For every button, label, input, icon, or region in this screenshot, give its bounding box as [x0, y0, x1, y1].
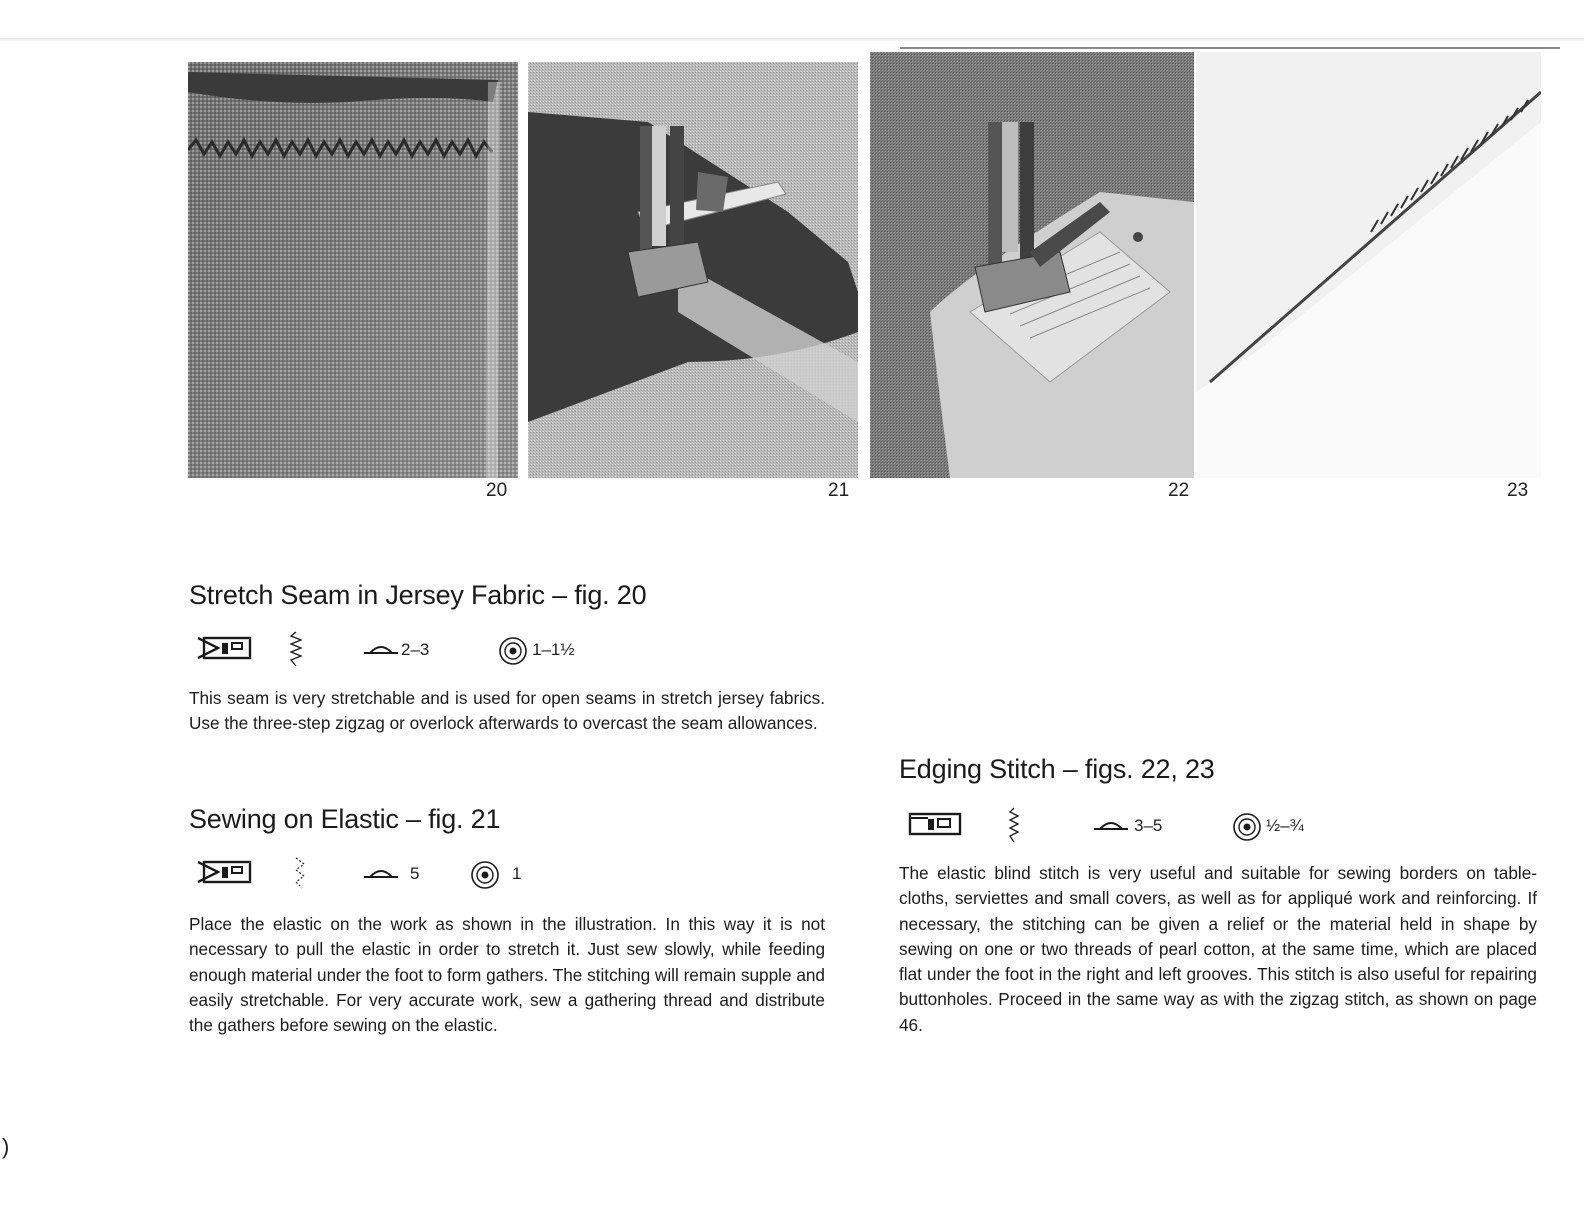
stitch-length-icon	[1092, 819, 1130, 831]
sewing-elastic-settings	[196, 854, 616, 894]
stitch-length-value: 2–3	[401, 640, 430, 659]
stitch-length-value: 5	[410, 864, 420, 883]
stitch-width-value: 1	[512, 864, 522, 883]
stitch-length-icon	[362, 643, 400, 655]
edging-stitch-photo	[1196, 52, 1541, 478]
figure-number-23: 23	[1507, 480, 1529, 501]
stitch-length-value: 3–5	[1134, 816, 1163, 835]
stretch-seam-stitch-icon	[288, 630, 304, 668]
sewing-elastic-text: Place the elastic on the work as shown in the illustration. In this way it is not necessary to pull the elastic in order to stretch it. Just sew slowly, while feeding enough material under the foot to form gathers. The stitching will remain supple and easily stretchable. For very accurate work, sew a gathering thread and distribute the gathers before sewing on the elastic.	[189, 914, 825, 1036]
edging-foot-icon	[906, 810, 964, 838]
stitch-width-icon	[1232, 812, 1262, 842]
margin-mark: )	[2, 1134, 10, 1159]
figure-number-22: 22	[1168, 480, 1190, 501]
edging-stitch-heading: Edging Stitch – figs. 22, 23	[899, 754, 1215, 784]
stretch-seam-settings	[196, 630, 616, 670]
stretch-seam-heading: Stretch Seam in Jersey Fabric – fig. 20	[189, 580, 647, 610]
presser-foot-icon	[196, 858, 254, 886]
stitch-width-icon	[498, 636, 528, 666]
edging-stitch-text: The elastic blind stitch is very useful and suitable for sewing borders on table-cloths, serviettes and small covers, as well as for appliqué work and reinforcing. If necessary, the stitching can be given a relief or the material held in shape by sewing on one or two threads of pearl cotton, at the same time, which are placed flat under the foot in the right and left grooves. This stitch is also useful for repairing buttonholes. Proceed in the same way as with the zigzag stitch, as shown on page 46.	[899, 863, 1537, 1035]
presser-foot-icon	[196, 634, 254, 662]
jersey-seam-photo	[188, 62, 518, 478]
stitch-width-icon	[470, 860, 500, 890]
stretch-seam-text: This seam is very stretchable and is used for open seams in stretch jersey fabrics. Use the three-step zigzag or overlock afterwards to overcast the seam allowances.	[189, 688, 825, 734]
sewing-elastic-photo	[528, 62, 858, 478]
top-rule	[0, 38, 1584, 41]
edging-stitch-settings	[906, 806, 1336, 846]
top-rule-right	[900, 47, 1560, 49]
stitch-width-value: ½–¾	[1266, 816, 1304, 835]
sewing-elastic-heading: Sewing on Elastic – fig. 21	[189, 804, 501, 834]
stitch-width-value: 1–1½	[532, 640, 575, 659]
figure-number-21: 21	[828, 480, 850, 501]
stitch-length-icon	[362, 867, 400, 879]
blind-stitch-icon	[1006, 806, 1022, 844]
elastic-stitch-icon	[292, 856, 308, 892]
figure-number-20: 20	[486, 480, 508, 501]
edging-foot-photo	[870, 52, 1194, 478]
